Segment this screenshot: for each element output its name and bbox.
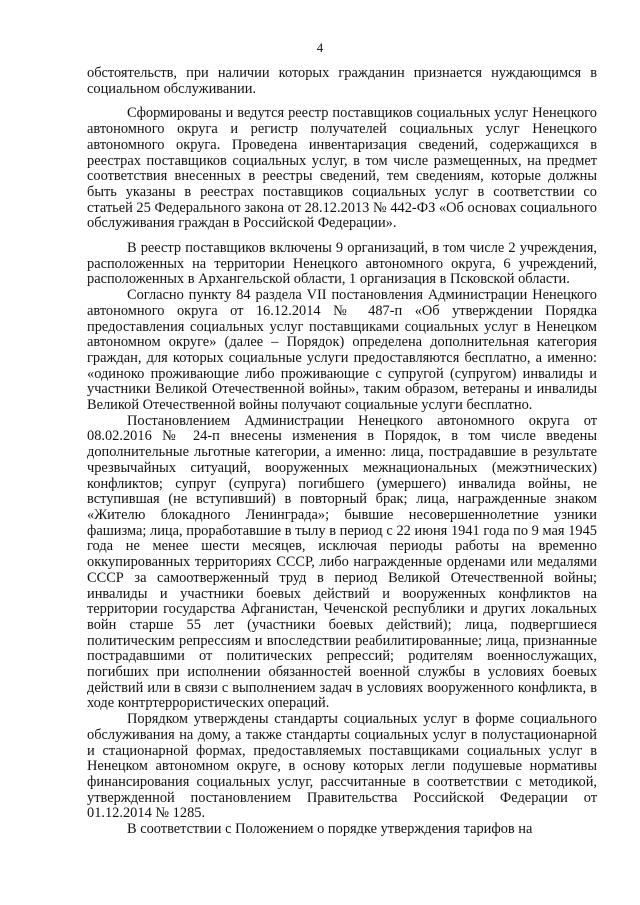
- paragraph-tariffs: В соответствии с Положением о порядке утверждения тарифов на: [127, 821, 533, 838]
- paragraph-continuation: обстоятельств, при наличии которых гражданин признается нуждающимся в социальном обслуживании.: [87, 65, 597, 97]
- paragraph-free-services: Согласно пункту 84 раздела VII постановления Администрации Ненецкого автономного округа от 16.12.2014 № 487-п «Об утверждении Порядка предоставления социальных услуг поставщиками социальных услуг в Ненецком автономном округе» (далее – Порядок) определена дополнительная категория граждан, для которых социальные услуги предоставляются бесплатно, а именно: «одиноко проживающие либо проживающие с супругой (супругом) инвалиды и участники Великой Отечественной войны», таким образом, ветераны и инвалиды Великой Отечественной войны получают социальные услуги бесплатно.: [87, 287, 597, 414]
- page-number: 4: [316, 40, 324, 55]
- paragraph-service-standards: Порядком утверждены стандарты социальных услуг в форме социального обслуживания на дому, а также стандарты социальных услуг в полустационарной и стационарной формах, предоставляемых поставщиками социальных услуг в Ненецком автономном округе, в основу которых легли подушевые нормативы финансирования социальных услуг, рассчитанные в соответствии с методикой, утвержденной постановлением Правительства Российской Федерации от 01.12.2014 № 1285.: [87, 711, 597, 822]
- document-body: [87, 66, 597, 838]
- paragraph-providers-count: В реестр поставщиков включены 9 организаций, в том числе 2 учреждения, расположенных на территории Ненецкого автономного округа, 6 учреждений, расположенных в Архангельской области, 1 организация в Псковской области.: [87, 240, 597, 288]
- paragraph-preferential-categories: Постановлением Администрации Ненецкого автономного округа от 08.02.2016 № 24-п внесены изменения в Порядок, в том числе введены дополнительные льготные категории, а именно: лица, пострадавшие в результате чрезвычайных ситуаций, вооруженных межнациональных (межэтнических) конфликтов; супруг (супруга) погибшего (умершего) инвалида войны, не вступившая (не вступивший) в повторный брак; лица, награжденные знаком «Жителю блокадного Ленинграда»; бывшие несовершеннолетние узники фашизма; лица, проработавшие в тылу в период с 22 июня 1941 года по 9 мая 1945 года не менее шести месяцев, исключая периоды работы на временно оккупированных территориях СССР, либо награжденные орденами или медалями СССР за самоотверженный труд в период Великой Отечественной войны; инвалиды и участники боевых действий и вооруженных конфликтов на территории государства Афганистан, Чеченской республики и других локальных войн старше 55 лет (участники боевых действий); лица, подвергшиеся политическим репрессиям и впоследствии реабилитированные; лица, признанные пострадавшими от политических репрессий; родителям военнослужащих, погибших при исполнении обязанностей военной службы в условиях боевых действий или в связи с выполнением задач в условиях вооруженного конфликта, в ходе контртеррористических операций.: [87, 412, 597, 712]
- paragraph-registers: Сформированы и ведутся реестр поставщиков социальных услуг Ненецкого автономного округа и регистр получателей социальных услуг Ненецкого автономного округа. Проведена инвентаризация сведений, содержащихся в реестрах поставщиков социальных услуг, в том числе размещенных, на предмет соответствия внесенных в реестры сведений, тем сведениям, которые должны быть указаны в реестрах поставщиков социальных услуг в соответствии со статьей 25 Федерального закона от 28.12.2013 № 442-ФЗ «Об основах социального обслуживания граждан в Российской Федерации».: [87, 105, 597, 232]
